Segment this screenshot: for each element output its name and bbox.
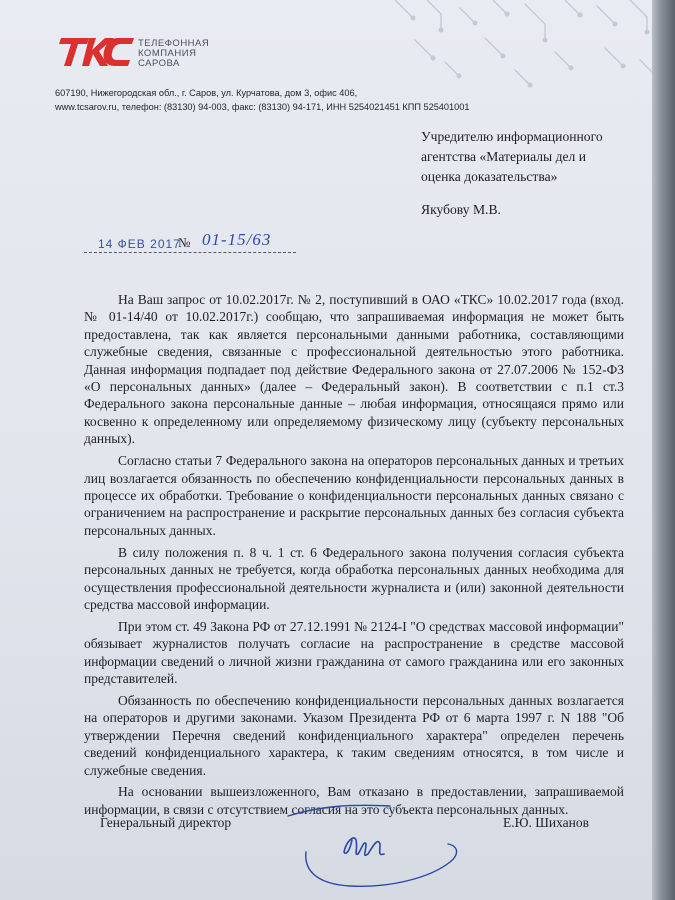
registration-underline <box>84 252 296 253</box>
company-address <box>55 86 469 114</box>
body-paragraph: В силу положения п. 8 ч. 1 ст. 6 Федерального закона получения согласия субъекта персональных данных не требуется, когда обработка персональных данных необходима для осуществления профессиональной деятельности журналиста и (или) законной деятельности средства массовой информации. <box>84 544 624 612</box>
body-paragraph: На Ваш запрос от 10.02.2017г. № 2, поступивший в ОАО «ТКС» 10.02.2017 года (вход. № 01-14/40 от 10.02.2017г.) сообщаю, что запрашиваемая информация не может быть предоставлена, так как является персональными данными работника, составляющими служебные сведения, связанные с профессиональной деятельностью этого работника. Данная информация подпадает под действие Федерального закона от 27.07.2006 № 152-ФЗ «О персональных данных» (далее – Федеральный закон). В соответствии с п.1 ст.3 Федерального закона персональные данные – любая информация, относящаяся прямо или косвенно к определенному или определяемому физическому лицу (субъекту персональных данных). <box>84 292 624 447</box>
signatory-name: Е.Ю. Шиханов <box>503 815 590 830</box>
circuit-pattern-decoration <box>375 0 660 95</box>
handwritten-reg-number: 01-15/63 <box>202 230 272 249</box>
handwritten-signature <box>280 800 470 890</box>
addressee-name: Якубову М.В. <box>421 202 501 217</box>
addressee-line: Учредителю информационного <box>421 129 603 144</box>
body-paragraph: При этом ст. 49 Закона РФ от 27.12.1991 № 2124-I "О средствах массовой информации" обязывает журналистов получать согласие на распространение в средстве массовой информации сведений о личной жизни гражданина от самого гражданина или его законных представителей. <box>84 618 624 687</box>
addressee-line: агентства «Материалы дел и <box>421 149 586 164</box>
contacts-line: www.tcsarov.ru, телефон: (83130) 94-003, факс: (83130) 94-171, ИНН 5254021451 КПП 525401001 <box>55 102 470 112</box>
tks-logo <box>55 34 135 68</box>
company-name-line: САРОВА <box>138 58 180 69</box>
company-name <box>138 39 209 69</box>
body-paragraph: Согласно статьи 7 Федерального закона на операторов персональных данных и третьих лиц возлагается обязанность по обеспечению конфиденциальности персональных данных в процессе их обработки. Требование о конфиденциальности персональных данных связано с ограничением на распространение и раскрытие персональных данных без согласия субъекта персональных данных. <box>84 453 624 538</box>
addressee-block <box>421 127 651 187</box>
company-name-line: КОМПАНИЯ <box>138 48 197 59</box>
table-background <box>652 0 675 900</box>
signatory-role: Генеральный директор <box>100 815 232 830</box>
company-name-line: ТЕЛЕФОННАЯ <box>138 38 210 49</box>
address-line: 607190, Нижегородская обл., г. Саров, ул. Курчатова, дом 3, офис 406, <box>55 88 358 98</box>
body-paragraph: На основании вышеизложенного, Вам отказано в предоставлении, запрашиваемой информации, в связи с отсутствием согласия на это субъекта персональных данных. <box>84 784 624 817</box>
addressee-line: оценка доказательства» <box>421 169 558 184</box>
letter-body <box>84 291 624 823</box>
number-sign: № <box>178 235 191 250</box>
body-paragraph: Обязанность по обеспечению конфиденциальности персональных данных возлагается на операторов и другими законами. Указом Президента РФ от 6 марта 1997 г. N 188 "Об утверждении Перечня сведений конфиденциального характера" определен перечень сведений конфиденциального характера, к таким сведениям относятся, в том числе и служебные сведения. <box>84 692 624 778</box>
registration-line <box>84 232 304 256</box>
date-stamp: 14 ФЕВ 2017 <box>98 237 181 251</box>
